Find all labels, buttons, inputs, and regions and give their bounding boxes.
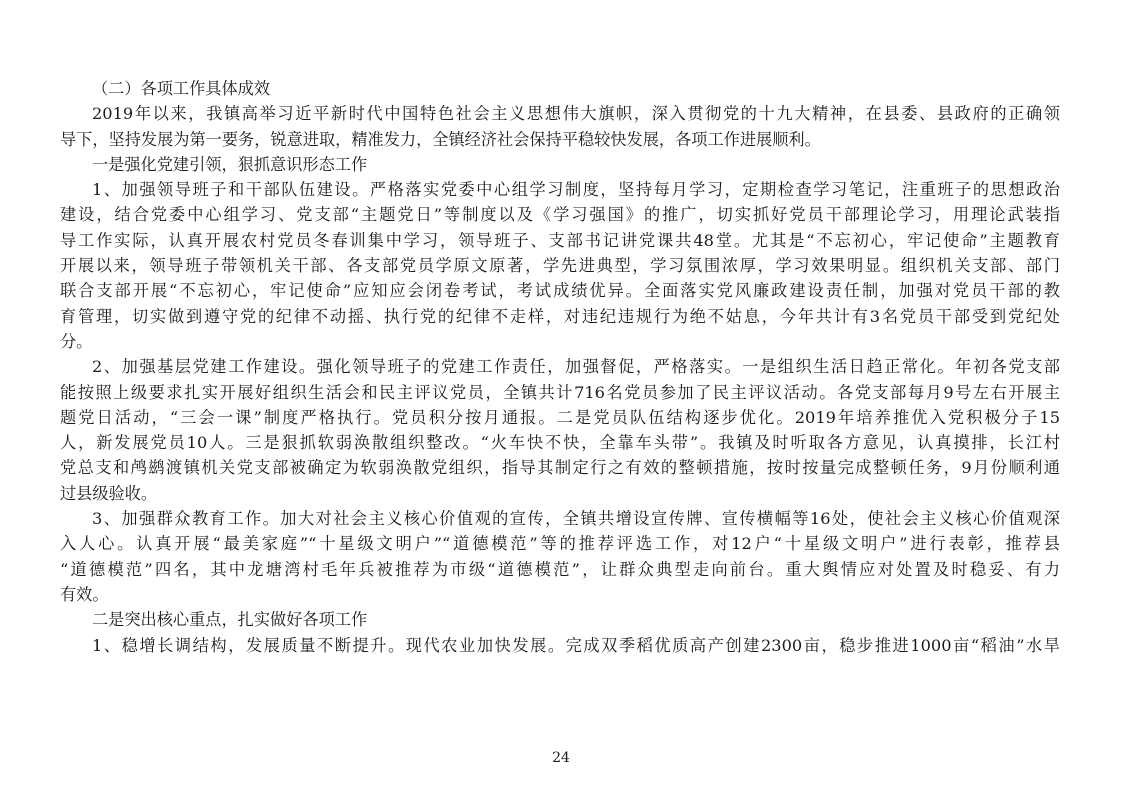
- paragraph-intro: [60, 101, 1060, 152]
- paragraph-growth-structure: [60, 633, 1060, 658]
- page-number: 24: [552, 750, 570, 766]
- text-line: 育管理，切实做到遵守党的纪律不动摇、执行党的纪律不走样，对违纪违规行为绝不姑息，今年共计有3名党员干部受到党纪处: [60, 306, 1060, 326]
- text-line: 1、稳增长调结构，发展质量不断提升。现代农业加快发展。完成双季稻优质高产创建2300亩，稳步推进1000亩“稻油”水旱: [92, 635, 1060, 655]
- section-title: （二）各项工作具体成效: [92, 79, 271, 98]
- text-line: 导工作实际，认真开展农村党员冬春训集中学习，领导班子、支部书记讲党课共48堂。尤其是“不忘初心，牢记使命”主题教育: [60, 230, 1060, 250]
- subheading-text: 一是强化党建引领，狠抓意识形态工作: [92, 154, 368, 174]
- text-line: 1、加强领导班子和干部队伍建设。严格落实党委中心组学习制度，坚持每月学习，定期检查学习笔记，注重班子的思想政治: [92, 180, 1060, 200]
- paragraph-grassroots-building: [60, 354, 1060, 506]
- text-line: 党总支和鸬鹚渡镇机关党支部被确定为软弱涣散党组织，指导其制定行之有效的整顿措施，按时按量完成整顿任务，9月份顺利通: [60, 458, 1060, 478]
- text-line: 人，新发展党员10人。三是狠抓软弱涣散组织整改。“火车快不快，全靠车头带”。我镇及时听取各方意见，认真摸排，长江村: [60, 433, 1060, 453]
- text-line: 分。: [60, 331, 93, 351]
- text-line: 联合支部开展“不忘初心，牢记使命”应知应会闭卷考试，考试成绩优异。全面落实党风廉政建设责任制，加强对党员干部的教: [60, 281, 1060, 301]
- document-page: [60, 76, 1060, 658]
- text-line: 2、加强基层党建工作建设。强化领导班子的党建工作责任，加强督促，严格落实。一是组织生活日趋正常化。年初各党支部: [92, 357, 1060, 377]
- subheading-text: 二是突出核心重点，扎实做好各项工作: [92, 610, 368, 630]
- subheading-party-building: [60, 152, 1060, 177]
- text-line: 建设，结合党委中心组学习、党支部“主题党日”等制度以及《学习强国》的推广，切实抓好党员干部理论学习，用理论武装指: [60, 205, 1060, 225]
- text-line: 过县级验收。: [60, 483, 158, 503]
- text-line: 题党日活动，“三会一课”制度严格执行。党员积分按月通报。二是党员队伍结构逐步优化。2019年培养推优入党积极分子15: [60, 407, 1060, 427]
- text-line: 3、加强群众教育工作。加大对社会主义核心价值观的宣传，全镇共增设宣传牌、宣传横幅等16处，使社会主义核心价值观深: [92, 509, 1060, 529]
- text-line: 导下，坚持发展为第一要务，锐意进取，精准发力，全镇经济社会保持平稳较快发展，各项工作进展顺利。: [60, 129, 821, 149]
- paragraph-public-education: [60, 506, 1060, 607]
- text-line: 2019年以来，我镇高举习近平新时代中国特色社会主义思想伟大旗帜，深入贯彻党的十九大精神，在县委、县政府的正确领: [92, 104, 1060, 124]
- text-line: 开展以来，领导班子带领机关干部、各支部党员学原文原著，学先进典型，学习氛围浓厚，学习效果明显。组织机关支部、部门: [60, 256, 1060, 276]
- text-line: “道德模范”四名，其中龙塘湾村毛年兵被推荐为市级“道德模范”，让群众典型走向前台。重大舆情应对处置及时稳妥、有力: [60, 559, 1060, 579]
- subheading-core-work: [60, 607, 1060, 632]
- text-line: 能按照上级要求扎实开展好组织生活会和民主评议党员，全镇共计716名党员参加了民主评议活动。各党支部每月9号左右开展主: [60, 382, 1060, 402]
- text-line: 入人心。认真开展“最美家庭”“十星级文明户”“道德模范”等的推荐评选工作，对12户“十星级文明户”进行表彰，推荐县: [60, 534, 1060, 554]
- text-line: 有效。: [60, 584, 109, 604]
- paragraph-leadership-building: [60, 177, 1060, 354]
